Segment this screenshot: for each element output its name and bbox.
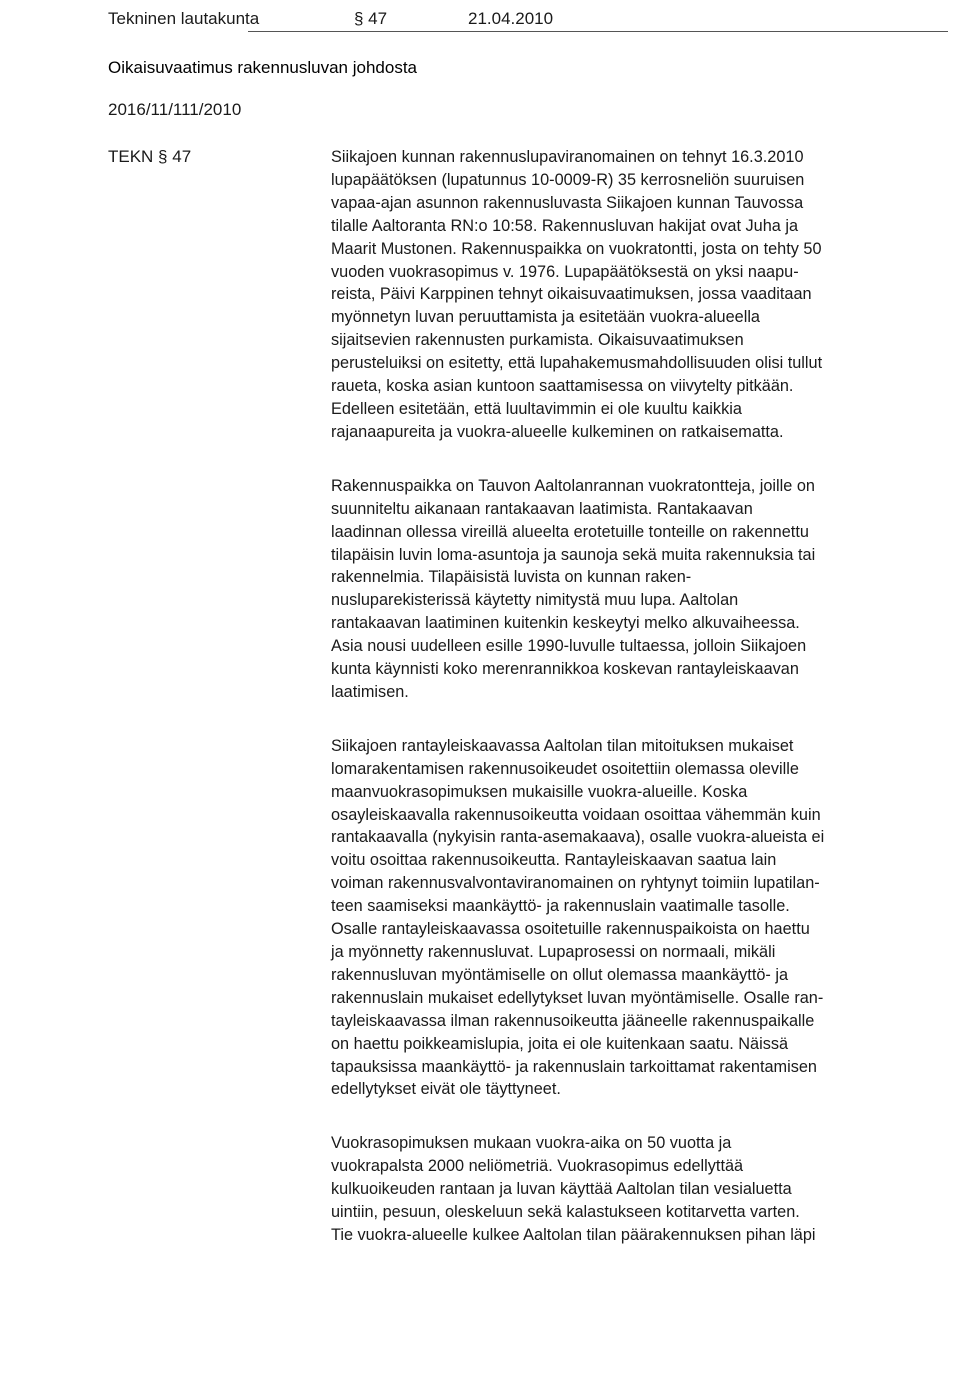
text-line: uintiin, pesuun, oleskeluun sekä kalastukseen kotitarvetta varten. — [331, 1203, 800, 1222]
text-line: ja myönnetty rakennusluvat. Lupaprosessi on normaali, mikäli — [331, 943, 776, 961]
text-line: kunta käynnisti koko merenrannikkoa koskevan rantayleiskaavan — [331, 660, 799, 679]
text-line: nusluparekisterissä käytetty nimitystä muu lupa. Aaltolan — [331, 591, 739, 610]
text-line: sijaitsevien rakennusten purkamista. Oikaisuvaatimuksen — [331, 331, 744, 350]
text-line: rantakaavalla (nykyisin ranta-asemakaava), osalle vuokra-alueista ei — [331, 828, 825, 847]
text-line: rantakaavan laatiminen kuitenkin keskeytyi melko alkuvaiheessa. — [331, 614, 800, 633]
text-line: rajanaapureita ja vuokra-alueelle kulkeminen on ratkaisematta. — [331, 422, 784, 441]
text-line: Osalle rantayleiskaavassa osoitetuille rakennuspaikoista on haettu — [331, 920, 810, 939]
diary-number: 2016/11/111/2010 — [108, 100, 242, 119]
document-title: Oikaisuvaatimus rakennusluvan johdosta — [108, 58, 418, 77]
text-line: Tie vuokra-alueelle kulkee Aaltolan tilan päärakennuksen pihan läpi — [331, 1225, 816, 1244]
text-line: Maarit Mustonen. Rakennuspaikka on vuokratontti, josta on tehty 50 — [331, 239, 822, 258]
text-line: edellytykset eivät ole täyttyneet. — [331, 1080, 561, 1099]
reference-label: TEKN § 47 — [108, 147, 192, 166]
text-line: rakennuslain mukaiset edellytykset luvan myöntämiselle. Osalle ran- — [331, 988, 824, 1007]
text-line: lomarakentamisen rakennusoikeudet osoitettiin olemassa oleville — [331, 759, 799, 778]
text-line: voitu osoittaa rakennusoikeutta. Rantayleiskaavan saatua lain — [331, 851, 777, 870]
paragraph — [331, 146, 951, 444]
text-line: vuokrapalsta 2000 neliömetriä. Vuokrasopimus edellyttää — [331, 1157, 744, 1176]
body-text — [331, 146, 951, 1278]
text-line: voiman rakennusvalvontaviranomainen on ryhtynyt toimiin lupatilan- — [331, 874, 820, 893]
paragraph — [331, 1132, 951, 1247]
text-line: laadinnan ollessa vireillä alueelta erotetuille tonteille on rakennettu — [331, 522, 809, 541]
text-line: tilalle Aaltoranta RN:o 10:58. Rakennusluvan hakijat ovat Juha ja — [331, 216, 799, 235]
text-line: tayleiskaavassa ilman rakennusoikeutta jääneelle rakennuspaikalle — [331, 1011, 815, 1030]
text-line: vapaa-ajan asunnon rakennusluvasta Siikajoen kunnan Tauvossa — [331, 193, 804, 212]
text-line: rakennusluvan myöntämiselle on ollut olemassa maankäyttö- ja — [331, 965, 789, 984]
text-line: myönnetyn luvan peruuttamista ja esitetään vuokra-alueella — [331, 308, 760, 327]
text-line: osayleiskaavalla rakennusoikeutta voidaan osoittaa vähemmän kuin — [331, 805, 821, 824]
text-line: Edelleen esitetään, että luultavimmin ei ole kuultu kaikkia — [331, 399, 742, 418]
text-line: tilapäisin luvin loma-asuntoja ja saunoja sekä muita rakennuksia tai — [331, 545, 816, 564]
text-line: kulkuoikeuden rantaan ja luvan käyttää Aaltolan tilan vesialuetta — [331, 1180, 792, 1199]
text-line: on haettu poikkeamislupia, joita ei ole kuitenkaan saatu. Näissä — [331, 1034, 789, 1053]
text-line: raueta, koska asian kuntoon saattamisessa on viivytelty pitkään. — [331, 377, 794, 396]
text-line: Siikajoen kunnan rakennuslupaviranomainen on tehnyt 16.3.2010 — [331, 148, 804, 166]
paragraph — [331, 475, 951, 704]
header-date: 21.04.2010 — [468, 9, 554, 28]
text-line: vuoden vuokrasopimus v. 1976. Lupapäätöksestä on yksi naapu- — [331, 262, 799, 281]
text-line: tapauksissa maankäyttö- ja rakennuslain tarkoittamat rakentamisen — [331, 1057, 817, 1076]
text-line: Vuokrasopimuksen mukaan vuokra-aika on 50 vuotta ja — [331, 1134, 732, 1153]
header-section: § 47 — [354, 9, 388, 28]
text-line: rakennelmia. Tilapäisistä luvista on kunnan raken- — [331, 568, 692, 587]
text-line: reista, Päivi Karppinen tehnyt oikaisuvaatimuksen, jossa vaaditaan — [331, 285, 812, 304]
text-line: teen saamiseksi maankäyttö- ja rakennuslain vaatimalle tasolle. — [331, 897, 790, 916]
text-line: perusteluiksi on esitetty, että lupahakemusmahdollisuuden olisi tullut — [331, 354, 823, 373]
text-line: Siikajoen rantayleiskaavassa Aaltolan tilan mitoituksen mukaiset — [331, 736, 794, 755]
paragraph — [331, 735, 951, 1102]
text-line: laatimisen. — [331, 682, 409, 701]
text-line: suunniteltu aikanaan rantakaavan laatimista. Rantakaavan — [331, 499, 753, 518]
header-organization: Tekninen lautakunta — [108, 9, 260, 28]
header-divider — [248, 31, 948, 32]
text-line: Asia nousi uudelleen esille 1990-luvulle tultaessa, jolloin Siikajoen — [331, 637, 807, 656]
text-line: maanvuokrasopimuksen mukaisille vuokra-alueille. Koska — [331, 782, 748, 801]
text-line: lupapäätöksen (lupatunnus 10-0009-R) 35 kerrosneliön suuruisen — [331, 170, 805, 189]
text-line: Rakennuspaikka on Tauvon Aaltolanrannan vuokratontteja, joille on — [331, 476, 815, 495]
